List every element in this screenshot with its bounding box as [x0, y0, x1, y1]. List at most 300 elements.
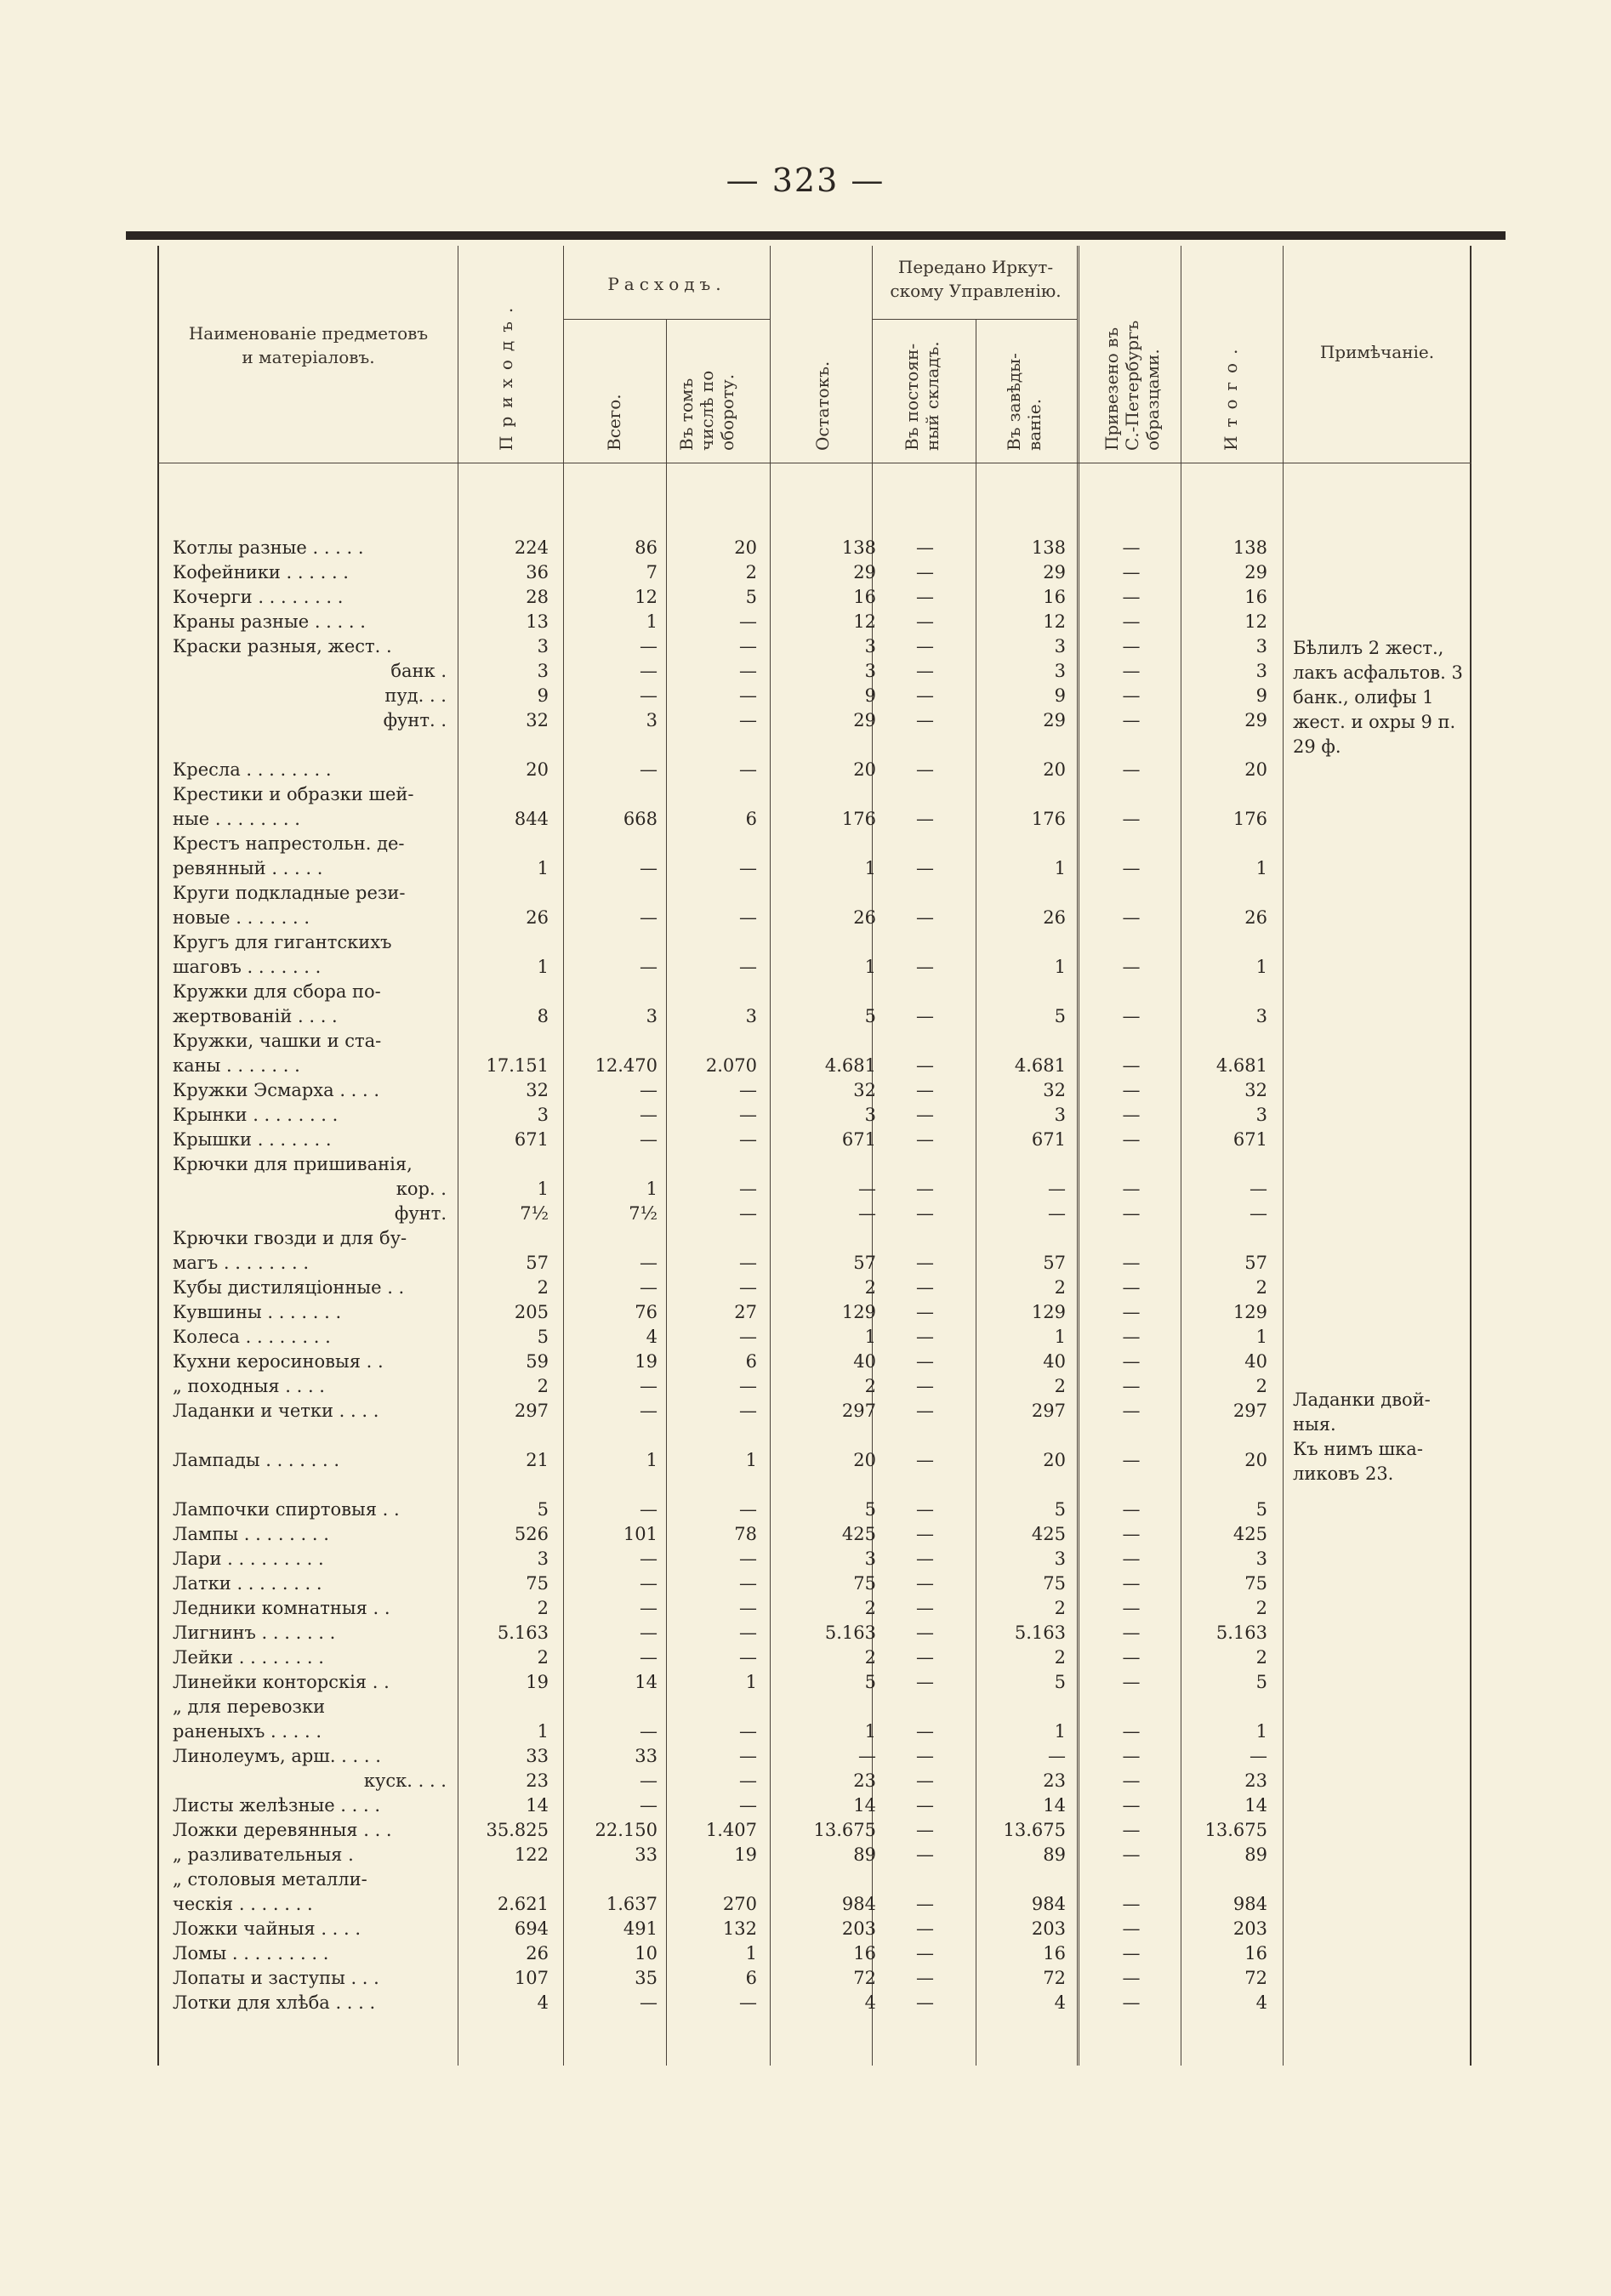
- cell-zav: 40: [1043, 1351, 1066, 1372]
- note: Бѣлилъ 2 жест., лакъ асфальтов. 3 банк., олифы 1 жест. и охры 9 п. 29 ф.: [1293, 638, 1463, 757]
- cell-sklad: —: [916, 1770, 934, 1791]
- cell-prikhod: 33: [526, 1746, 549, 1766]
- cell-prikhod: 26: [526, 1943, 549, 1964]
- cell-itogo: 671: [1232, 1129, 1267, 1150]
- cell-ostatok: 14: [853, 1795, 876, 1816]
- item-name: Кружки, чашки и ста-: [173, 1031, 382, 1051]
- table-row: [0, 1029, 1611, 1054]
- item-name: Крынки . . . . . . . .: [173, 1105, 339, 1125]
- item-name: Кресла . . . . . . . .: [173, 759, 332, 780]
- item-name: Лейки . . . . . . . .: [173, 1647, 324, 1668]
- table-row: [0, 1843, 1611, 1867]
- cell-zav: 2: [1054, 1598, 1066, 1618]
- cell-sklad: —: [916, 957, 934, 977]
- item-name: Котлы разные . . . . .: [173, 537, 364, 558]
- cell-zav: 29: [1043, 710, 1066, 730]
- cell-ostatok: 20: [853, 1450, 876, 1470]
- cell-oborot: 19: [734, 1844, 757, 1865]
- cell-oborot: 270: [722, 1894, 757, 1914]
- cell-raskhod: —: [640, 1253, 657, 1273]
- cell-spb: —: [1122, 1179, 1141, 1199]
- cell-raskhod: —: [640, 1080, 657, 1100]
- cell-spb: —: [1122, 710, 1141, 730]
- cell-zav: 3: [1054, 1105, 1066, 1125]
- cell-sklad: —: [916, 1746, 934, 1766]
- cell-ostatok: 4.681: [824, 1055, 876, 1076]
- table-row: [0, 1251, 1611, 1276]
- cell-itogo: 203: [1232, 1918, 1267, 1939]
- item-name: Колеса . . . . . . . .: [173, 1327, 331, 1347]
- table-row: [0, 1522, 1611, 1547]
- item-name: Крестъ напрестольн. де-: [173, 833, 405, 854]
- cell-raskhod: 76: [635, 1302, 657, 1322]
- cell-raskhod: —: [640, 1598, 657, 1618]
- cell-prikhod: 205: [514, 1302, 549, 1322]
- cell-raskhod: —: [640, 907, 657, 928]
- header-subline: [872, 319, 1077, 320]
- cell-raskhod: 101: [623, 1524, 657, 1544]
- cell-prikhod: 3: [537, 1105, 549, 1125]
- cell-raskhod: —: [640, 1376, 657, 1396]
- item-name: каны . . . . . . .: [173, 1055, 300, 1076]
- cell-prikhod: 9: [537, 685, 549, 706]
- table-row: [0, 1621, 1611, 1645]
- cell-prikhod: 32: [526, 710, 549, 730]
- cell-oborot: —: [739, 1327, 757, 1347]
- cell-zav: 2: [1054, 1647, 1066, 1668]
- cell-oborot: —: [739, 1129, 757, 1150]
- cell-itogo: 2: [1255, 1376, 1267, 1396]
- cell-prikhod: 26: [526, 907, 549, 928]
- cell-sklad: —: [916, 710, 934, 730]
- item-name: „ столовыя металли-: [173, 1869, 367, 1890]
- cell-raskhod: 1.637: [606, 1894, 657, 1914]
- cell-prikhod: 23: [526, 1770, 549, 1791]
- header-raskhod-oborot: Въ томъ числѣ по обороту.: [676, 370, 737, 451]
- cell-oborot: 1: [745, 1672, 757, 1692]
- cell-spb: —: [1122, 1499, 1141, 1520]
- table-row: [0, 832, 1611, 856]
- cell-zav: 176: [1031, 809, 1066, 829]
- cell-sklad: —: [916, 685, 934, 706]
- item-name: магъ . . . . . . . .: [173, 1253, 310, 1273]
- cell-ostatok: 1: [864, 1327, 876, 1347]
- table-row: [0, 1941, 1611, 1966]
- cell-sklad: —: [916, 1006, 934, 1026]
- cell-itogo: 1: [1255, 858, 1267, 878]
- cell-zav: 425: [1031, 1524, 1066, 1544]
- cell-sklad: —: [916, 1721, 934, 1742]
- cell-oborot: 2.070: [705, 1055, 757, 1076]
- cell-ostatok: —: [858, 1179, 876, 1199]
- cell-ostatok: 3: [864, 1105, 876, 1125]
- item-name: Крестики и образки шей-: [173, 784, 414, 804]
- cell-spb: —: [1122, 1746, 1141, 1766]
- table-row: [0, 1818, 1611, 1843]
- cell-sklad: —: [916, 1573, 934, 1594]
- cell-sklad: —: [916, 1623, 934, 1643]
- cell-itogo: 4: [1255, 1992, 1267, 2013]
- table-row: [0, 1350, 1611, 1374]
- cell-spb: —: [1122, 587, 1141, 607]
- cell-sklad: —: [916, 1327, 934, 1347]
- cell-sklad: —: [916, 1598, 934, 1618]
- cell-oborot: 27: [734, 1302, 757, 1322]
- cell-itogo: —: [1250, 1746, 1267, 1766]
- cell-raskhod: —: [640, 1549, 657, 1569]
- cell-oborot: —: [739, 907, 757, 928]
- item-name: Лотки для хлѣба . . . .: [173, 1992, 376, 2013]
- item-name: Лампады . . . . . . .: [173, 1450, 339, 1470]
- item-name: „ походныя . . . .: [173, 1376, 325, 1396]
- cell-itogo: 29: [1244, 710, 1267, 730]
- cell-oborot: 20: [734, 537, 757, 558]
- table-row: [0, 1325, 1611, 1350]
- cell-raskhod: —: [640, 1573, 657, 1594]
- cell-raskhod: 3: [646, 1006, 657, 1026]
- cell-spb: —: [1122, 1968, 1141, 1988]
- cell-spb: —: [1122, 537, 1141, 558]
- table-row: [0, 881, 1611, 906]
- cell-oborot: —: [739, 1746, 757, 1766]
- cell-zav: —: [1048, 1179, 1066, 1199]
- cell-spb: —: [1122, 1524, 1141, 1544]
- cell-zav: 75: [1043, 1573, 1066, 1594]
- table-row: [0, 1744, 1611, 1769]
- item-name: „ разливательныя .: [173, 1844, 354, 1865]
- header-raskhod-total: Всего.: [604, 394, 624, 451]
- table-row: [0, 1867, 1611, 1892]
- cell-sklad: —: [916, 1820, 934, 1840]
- cell-zav: 89: [1043, 1844, 1066, 1865]
- table-row: [0, 906, 1611, 930]
- cell-prikhod: 3: [537, 1549, 549, 1569]
- item-name: Кухни керосиновыя . .: [173, 1351, 384, 1372]
- cell-zav: —: [1048, 1203, 1066, 1224]
- cell-itogo: 23: [1244, 1770, 1267, 1791]
- cell-prikhod: 122: [514, 1844, 549, 1865]
- cell-prikhod: 20: [526, 759, 549, 780]
- cell-raskhod: 1: [646, 611, 657, 632]
- cell-raskhod: 12: [635, 587, 657, 607]
- cell-raskhod: —: [640, 957, 657, 977]
- cell-oborot: —: [739, 1105, 757, 1125]
- cell-prikhod: 4: [537, 1992, 549, 2013]
- item-name: Крючки для пришиванія,: [173, 1154, 413, 1174]
- item-name: кор. .: [396, 1179, 447, 1199]
- cell-ostatok: 5: [864, 1499, 876, 1520]
- cell-ostatok: 3: [864, 636, 876, 656]
- cell-sklad: —: [916, 1450, 934, 1470]
- cell-ostatok: 40: [853, 1351, 876, 1372]
- cell-zav: 5.163: [1014, 1623, 1066, 1643]
- table-row: [0, 1892, 1611, 1917]
- table-row: [0, 1498, 1611, 1522]
- item-name: куск. . . .: [363, 1770, 447, 1791]
- item-name: шаговъ . . . . . . .: [173, 957, 322, 977]
- cell-itogo: 3: [1255, 1105, 1267, 1125]
- cell-prikhod: 13: [526, 611, 549, 632]
- cell-spb: —: [1122, 1327, 1141, 1347]
- cell-sklad: —: [916, 1844, 934, 1865]
- cell-ostatok: 13.675: [813, 1820, 876, 1840]
- cell-oborot: —: [739, 1401, 757, 1421]
- table-row: [0, 1966, 1611, 1991]
- table-row: [0, 585, 1611, 610]
- table-row: [0, 1054, 1611, 1078]
- cell-oborot: —: [739, 957, 757, 977]
- cell-oborot: —: [739, 1179, 757, 1199]
- cell-ostatok: —: [858, 1746, 876, 1766]
- cell-zav: 12: [1043, 611, 1066, 632]
- cell-raskhod: 491: [623, 1918, 657, 1939]
- table-row: [0, 1645, 1611, 1670]
- cell-ostatok: 5: [864, 1672, 876, 1692]
- cell-oborot: 1: [745, 1943, 757, 1964]
- cell-zav: 671: [1031, 1129, 1066, 1150]
- cell-ostatok: 1: [864, 858, 876, 878]
- cell-ostatok: 4: [864, 1992, 876, 2013]
- cell-sklad: —: [916, 1524, 934, 1544]
- table-row: [0, 1547, 1611, 1571]
- cell-itogo: 16: [1244, 1943, 1267, 1964]
- table-row: [0, 782, 1611, 807]
- cell-prikhod: 671: [514, 1129, 549, 1150]
- cell-itogo: 138: [1232, 537, 1267, 558]
- cell-spb: —: [1122, 858, 1141, 878]
- cell-sklad: —: [916, 1179, 934, 1199]
- cell-itogo: 1: [1255, 1721, 1267, 1742]
- cell-oborot: —: [739, 1376, 757, 1396]
- table-row: [0, 1596, 1611, 1621]
- cell-sklad: —: [916, 1376, 934, 1396]
- cell-ostatok: 23: [853, 1770, 876, 1791]
- table-row: [0, 758, 1611, 782]
- cell-spb: —: [1122, 1770, 1141, 1791]
- cell-ostatok: 1: [864, 1721, 876, 1742]
- cell-zav: 984: [1031, 1894, 1066, 1914]
- item-name: Кубы дистиляціонные . .: [173, 1277, 405, 1298]
- cell-zav: 72: [1043, 1968, 1066, 1988]
- cell-raskhod: 12.470: [595, 1055, 657, 1076]
- header-zavedyvanie: Въ завѣды- ваніе.: [1004, 353, 1045, 451]
- cell-itogo: 3: [1255, 1006, 1267, 1026]
- cell-itogo: 984: [1232, 1894, 1267, 1914]
- table-row: [0, 610, 1611, 634]
- cell-zav: 32: [1043, 1080, 1066, 1100]
- table-row: [0, 1152, 1611, 1177]
- cell-itogo: 5: [1255, 1672, 1267, 1692]
- cell-itogo: 13.675: [1204, 1820, 1267, 1840]
- cell-sklad: —: [916, 907, 934, 928]
- cell-raskhod: 668: [623, 809, 657, 829]
- cell-sklad: —: [916, 1672, 934, 1692]
- cell-itogo: 176: [1232, 809, 1267, 829]
- cell-raskhod: 7½: [629, 1203, 657, 1224]
- cell-ostatok: 29: [853, 562, 876, 583]
- table-row: [0, 1103, 1611, 1128]
- cell-ostatok: 75: [853, 1573, 876, 1594]
- cell-itogo: 129: [1232, 1302, 1267, 1322]
- cell-ostatok: 32: [853, 1080, 876, 1100]
- table-row: [0, 1670, 1611, 1695]
- cell-prikhod: 59: [526, 1351, 549, 1372]
- cell-oborot: —: [739, 858, 757, 878]
- cell-zav: 9: [1054, 685, 1066, 706]
- item-name: ные . . . . . . . .: [173, 809, 300, 829]
- cell-itogo: 32: [1244, 1080, 1267, 1100]
- header-ostatok: Остатокъ.: [812, 361, 833, 451]
- cell-oborot: 6: [745, 809, 757, 829]
- cell-zav: 57: [1043, 1253, 1066, 1273]
- header-peredano-group: Передано Иркут- скому Управленію.: [890, 257, 1062, 301]
- cell-ostatok: 297: [841, 1401, 876, 1421]
- cell-sklad: —: [916, 1968, 934, 1988]
- cell-spb: —: [1122, 1672, 1141, 1692]
- cell-itogo: —: [1250, 1203, 1267, 1224]
- table-row: [0, 1202, 1611, 1226]
- item-name: Лигнинъ . . . . . . .: [173, 1623, 336, 1643]
- item-name: раненыхъ . . . . .: [173, 1721, 322, 1742]
- cell-prikhod: 57: [526, 1253, 549, 1273]
- cell-zav: 4.681: [1014, 1055, 1066, 1076]
- header-itogo: Итого.: [1221, 340, 1241, 451]
- cell-prikhod: 107: [514, 1968, 549, 1988]
- table-row: [0, 1695, 1611, 1719]
- cell-itogo: 1: [1255, 1327, 1267, 1347]
- cell-ostatok: 16: [853, 587, 876, 607]
- cell-oborot: —: [739, 1277, 757, 1298]
- cell-prikhod: 28: [526, 587, 549, 607]
- cell-sklad: —: [916, 1992, 934, 2013]
- item-name: пуд. . .: [384, 685, 447, 706]
- cell-spb: —: [1122, 1573, 1141, 1594]
- item-name: Ломы . . . . . . . . .: [173, 1943, 329, 1964]
- cell-raskhod: 3: [646, 710, 657, 730]
- cell-oborot: —: [739, 636, 757, 656]
- cell-zav: 16: [1043, 1943, 1066, 1964]
- cell-itogo: —: [1250, 1179, 1267, 1199]
- item-name: „ для перевозки: [173, 1696, 326, 1717]
- table-row: [0, 1276, 1611, 1300]
- cell-sklad: —: [916, 661, 934, 681]
- cell-ostatok: 16: [853, 1943, 876, 1964]
- cell-prikhod: 2: [537, 1376, 549, 1396]
- cell-spb: —: [1122, 611, 1141, 632]
- cell-ostatok: 9: [864, 685, 876, 706]
- cell-prikhod: 2: [537, 1598, 549, 1618]
- cell-sklad: —: [916, 809, 934, 829]
- cell-zav: 2: [1054, 1376, 1066, 1396]
- cell-oborot: 1.407: [705, 1820, 757, 1840]
- cell-raskhod: 86: [635, 537, 657, 558]
- table-row: [0, 1078, 1611, 1103]
- cell-ostatok: 5.163: [824, 1623, 876, 1643]
- cell-raskhod: 1: [646, 1450, 657, 1470]
- cell-zav: 3: [1054, 661, 1066, 681]
- cell-raskhod: —: [640, 759, 657, 780]
- cell-prikhod: 32: [526, 1080, 549, 1100]
- table-row: [0, 1793, 1611, 1818]
- cell-zav: 3: [1054, 1549, 1066, 1569]
- header-name: Наименованіе предметовъ и матеріаловъ.: [188, 323, 429, 367]
- cell-ostatok: 425: [841, 1524, 876, 1544]
- cell-itogo: 89: [1244, 1844, 1267, 1865]
- table-row: [0, 1917, 1611, 1941]
- cell-ostatok: 129: [841, 1302, 876, 1322]
- table-row: [0, 1128, 1611, 1152]
- cell-prikhod: 7½: [520, 1203, 549, 1224]
- cell-raskhod: 1: [646, 1179, 657, 1199]
- item-name: Кочерги . . . . . . . .: [173, 587, 344, 607]
- cell-spb: —: [1122, 1277, 1141, 1298]
- cell-itogo: 16: [1244, 587, 1267, 607]
- cell-ostatok: 2: [864, 1376, 876, 1396]
- table-row: [0, 955, 1611, 980]
- cell-ostatok: 5: [864, 1006, 876, 1026]
- table-row: [0, 980, 1611, 1004]
- cell-prikhod: 2: [537, 1277, 549, 1298]
- cell-prikhod: 14: [526, 1795, 549, 1816]
- header-privezeno: Привезено въ С.-Петербургъ образцами.: [1102, 320, 1163, 451]
- cell-raskhod: —: [640, 1992, 657, 2013]
- item-name: Крючки гвозди и для бу-: [173, 1228, 407, 1248]
- cell-ostatok: 203: [841, 1918, 876, 1939]
- cell-prikhod: 297: [514, 1401, 549, 1421]
- cell-raskhod: 33: [635, 1746, 657, 1766]
- cell-raskhod: 10: [635, 1943, 657, 1964]
- item-name: Ложки чайныя . . . .: [173, 1918, 361, 1939]
- cell-raskhod: 19: [635, 1351, 657, 1372]
- table-row: [0, 536, 1611, 560]
- cell-prikhod: 1: [537, 1721, 549, 1742]
- item-name: Кругъ для гигантскихъ: [173, 932, 392, 952]
- cell-zav: 1: [1054, 1721, 1066, 1742]
- cell-ostatok: 20: [853, 759, 876, 780]
- header-primechanie: Примѣчаніе.: [1319, 342, 1435, 362]
- cell-oborot: —: [739, 759, 757, 780]
- cell-prikhod: 3: [537, 661, 549, 681]
- item-name: Линейки конторскія . .: [173, 1672, 390, 1692]
- cell-prikhod: 19: [526, 1672, 549, 1692]
- cell-itogo: 3: [1255, 1549, 1267, 1569]
- cell-sklad: —: [916, 1647, 934, 1668]
- cell-ostatok: 2: [864, 1277, 876, 1298]
- cell-sklad: —: [916, 1943, 934, 1964]
- item-name: Линолеумъ, арш. . . . .: [173, 1746, 381, 1766]
- table-row: [0, 1300, 1611, 1325]
- cell-ostatok: 2: [864, 1598, 876, 1618]
- cell-spb: —: [1122, 636, 1141, 656]
- cell-sklad: —: [916, 759, 934, 780]
- cell-ostatok: 671: [841, 1129, 876, 1150]
- cell-oborot: —: [739, 1795, 757, 1816]
- cell-raskhod: —: [640, 1770, 657, 1791]
- item-name: Латки . . . . . . . .: [173, 1573, 322, 1594]
- cell-raskhod: —: [640, 1129, 657, 1150]
- cell-spb: —: [1122, 661, 1141, 681]
- cell-spb: —: [1122, 1129, 1141, 1150]
- cell-oborot: 6: [745, 1968, 757, 1988]
- cell-ostatok: 26: [853, 907, 876, 928]
- cell-itogo: 40: [1244, 1351, 1267, 1372]
- cell-spb: —: [1122, 1647, 1141, 1668]
- cell-oborot: 132: [722, 1918, 757, 1939]
- cell-ostatok: 1: [864, 957, 876, 977]
- cell-oborot: —: [739, 1499, 757, 1520]
- cell-raskhod: —: [640, 636, 657, 656]
- cell-oborot: —: [739, 611, 757, 632]
